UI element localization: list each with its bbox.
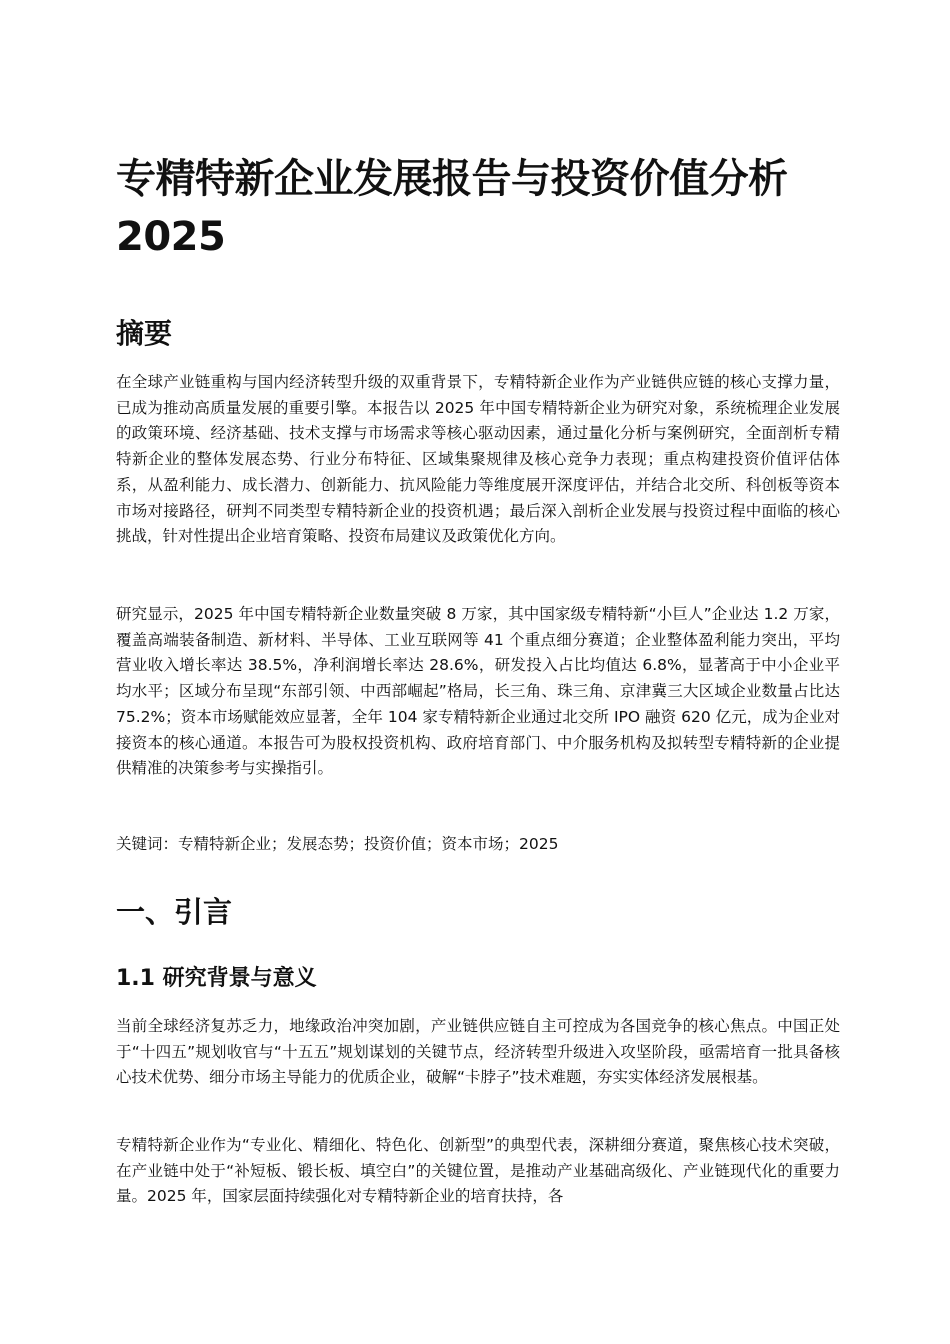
keywords-line: 关键词：专精特新企业；发展态势；投资价值；资本市场；2025 [116, 835, 559, 853]
document-title: 专精特新企业发展报告与投资价值分析2025 [116, 156, 788, 260]
abstract-paragraph-2: 研究显示，2025 年中国专精特新企业数量突破 8 万家，其中国家级专精特新“小巨人”企业达 1.2 万家，覆盖高端装备制造、新材料、半导体、工业互联网等 41 个重点细分赛道；企业整体盈利能力突出，平均营业收入增长率达 38.5%，净利润增长率达 28.6%，研发投入占比均值达 6.8%，显著高于中小企业平均水平；区域分布呈现“东部引领、中西部崛起”格局，长三角、珠三角、京津冀三大区域企业数量占比达 75.2%；资本市场赋能效应显著，全年 104 家专精特新企业通过北交所 IPO 融资 620 亿元，成为企业对接资本的核心通道。本报告可为股权投资机构、政府培育部门、中介服务机构及拟转型专精特新的企业提供精准的决策参考与实操指引。 [116, 605, 840, 778]
section-heading-introduction: 一、引言 [116, 895, 233, 929]
background-paragraph-1: 当前全球经济复苏乏力，地缘政治冲突加剧，产业链供应链自主可控成为各国竞争的核心焦点。中国正处于“十四五”规划收官与“十五五”规划谋划的关键节点，经济转型升级进入攻坚阶段，亟需培育一批具备核心技术优势、细分市场主导能力的优质企业，破解“卡脖子”技术难题，夯实实体经济发展根基。 [116, 1017, 840, 1087]
subsection-heading-background: 1.1 研究背景与意义 [116, 966, 317, 991]
abstract-heading: 摘要 [116, 317, 173, 350]
background-paragraph-2: 专精特新企业作为“专业化、精细化、特色化、创新型”的典型代表，深耕细分赛道，聚焦核心技术突破，在产业链中处于“补短板、锻长板、填空白”的关键位置，是推动产业基础高级化、产业链现代化的重要力量。2025 年，国家层面持续强化对专精特新企业的培育扶持，各 [116, 1136, 840, 1206]
abstract-paragraph-1: 在全球产业链重构与国内经济转型升级的双重背景下，专精特新企业作为产业链供应链的核心支撑力量，已成为推动高质量发展的重要引擎。本报告以 2025 年中国专精特新企业为研究对象，系统梳理企业发展的政策环境、经济基础、技术支撑与市场需求等核心驱动因素，通过量化分析与案例研究，全面剖析专精特新企业的整体发展态势、行业分布特征、区域集聚规律及核心竞争力表现；重点构建投资价值评估体系，从盈利能力、成长潜力、创新能力、抗风险能力等维度展开深度评估，并结合北交所、科创板等资本市场对接路径，研判不同类型专精特新企业的投资机遇；最后深入剖析企业发展与投资过程中面临的核心挑战，针对性提出企业培育策略、投资布局建议及政策优化方向。 [116, 373, 840, 546]
